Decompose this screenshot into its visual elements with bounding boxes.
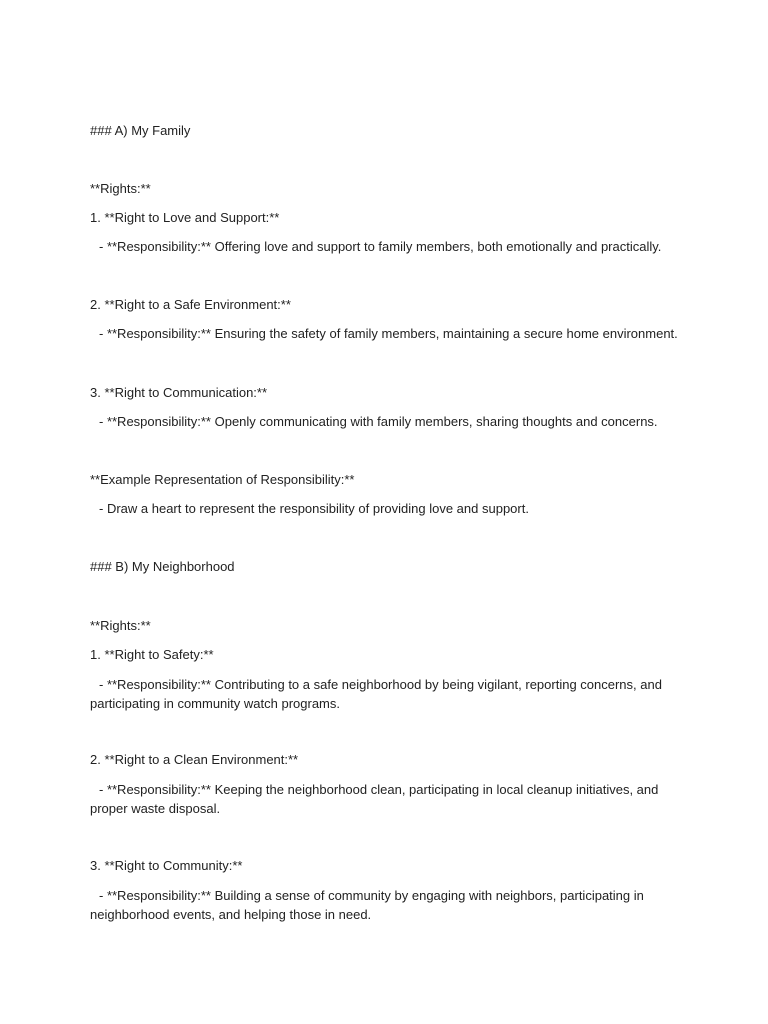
section-a-responsibility-2: - **Responsibility:** Ensuring the safety of family members, maintaining a secure home environment. (99, 326, 678, 341)
section-a-example-text: - Draw a heart to represent the responsibility of providing love and support. (99, 501, 529, 516)
section-a-heading: ### A) My Family (90, 123, 191, 138)
section-b-right-3: 3. **Right to Community:** (90, 858, 243, 873)
section-b-responsibility-1: - **Responsibility:** Contributing to a safe neighborhood by being vigilant, reporting concerns, and participating in community watch programs. (90, 677, 662, 711)
section-b-heading: ### B) My Neighborhood (90, 559, 235, 574)
section-a-right-2: 2. **Right to a Safe Environment:** (90, 297, 291, 312)
section-a-responsibility-1: - **Responsibility:** Offering love and support to family members, both emotionally and practically. (99, 239, 662, 254)
section-b-right-2: 2. **Right to a Clean Environment:** (90, 752, 299, 767)
section-a-responsibility-3: - **Responsibility:** Openly communicating with family members, sharing thoughts and concerns. (99, 414, 658, 429)
section-a-right-3: 3. **Right to Communication:** (90, 385, 268, 400)
section-b-responsibility-2: - **Responsibility:** Keeping the neighborhood clean, participating in local cleanup initiatives, and proper waste disposal. (90, 782, 659, 816)
section-a-right-1: 1. **Right to Love and Support:** (90, 210, 280, 225)
section-b-right-1: 1. **Right to Safety:** (90, 647, 214, 662)
section-a-rights-label: **Rights:** (90, 181, 151, 196)
section-a-example-label: **Example Representation of Responsibility:** (90, 472, 355, 487)
section-b-responsibility-3: - **Responsibility:** Building a sense of community by engaging with neighbors, participating in neighborhood events, and helping those in need. (90, 888, 644, 922)
section-b-rights-label: **Rights:** (90, 618, 151, 633)
